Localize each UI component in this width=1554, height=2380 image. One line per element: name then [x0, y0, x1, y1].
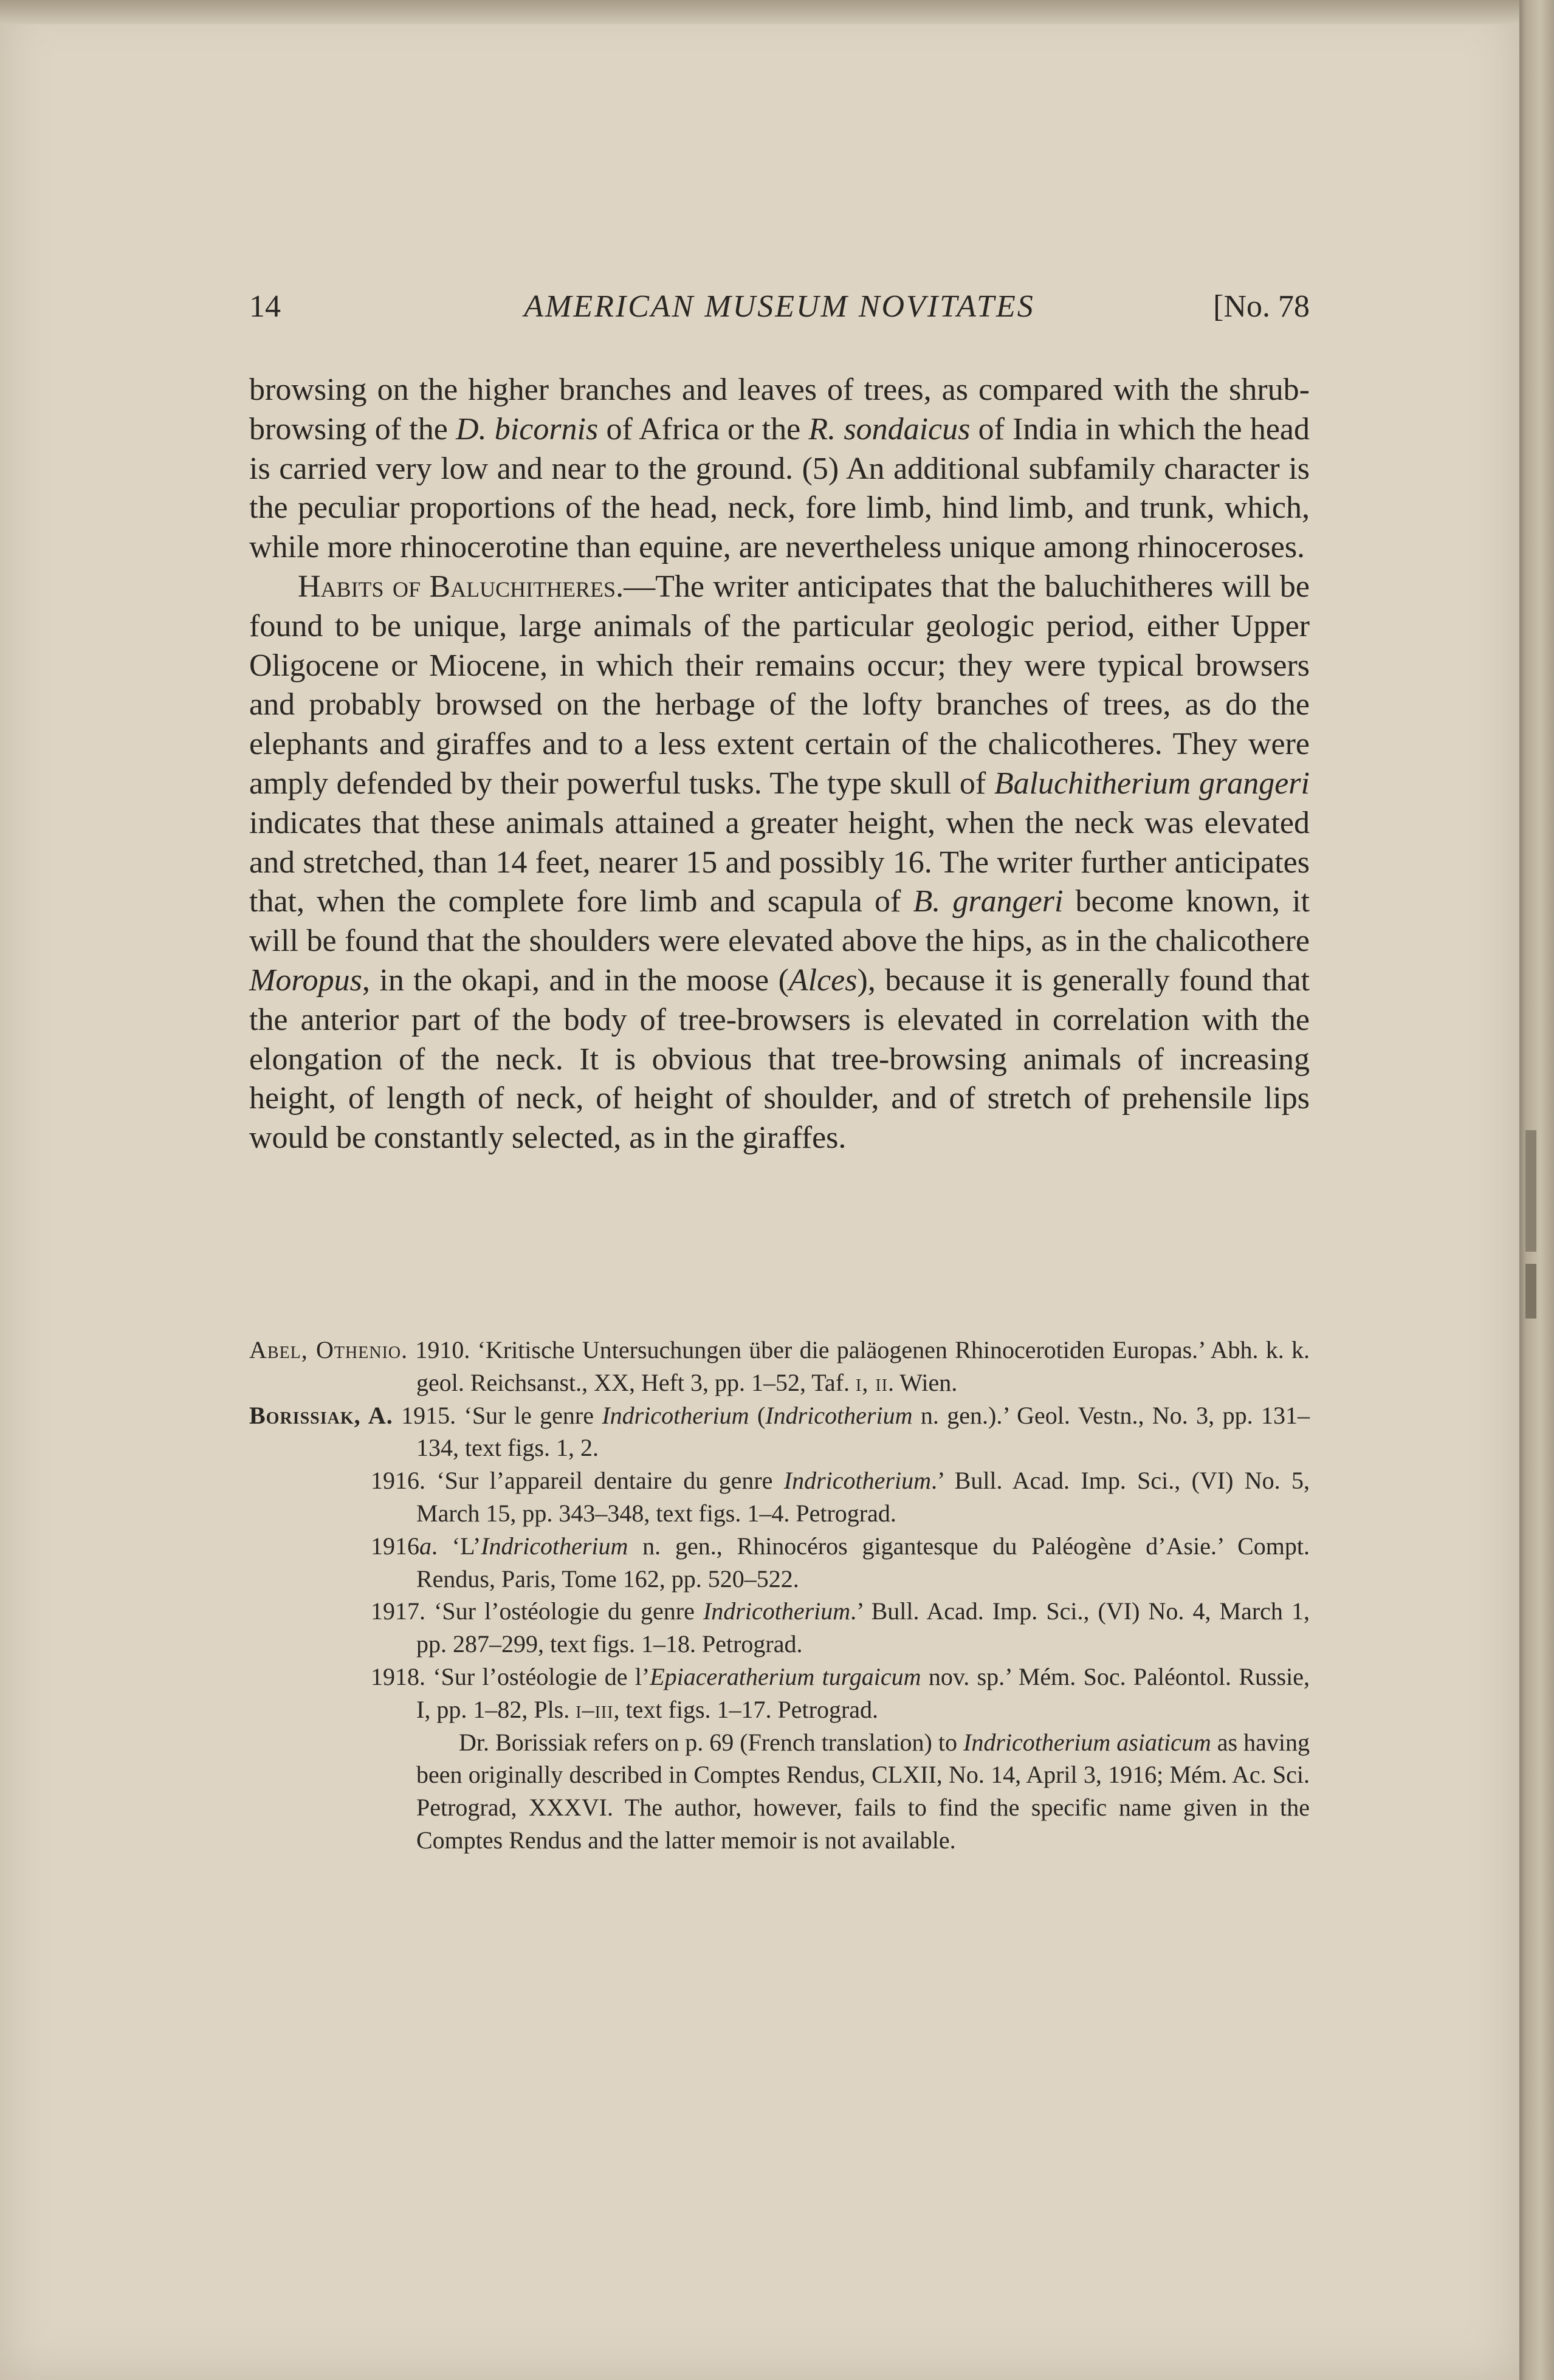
body-text	[249, 371, 1310, 1158]
reference-borissiak-1915: Borissiak, A. 1915. ‘Sur le genre Indricotherium (Indricotherium n. gen.).’ Geol. Vestn., No. 3, pp. 131–134, text figs. 1, 2.	[249, 1401, 1310, 1462]
paragraph-browsing: browsing on the higher branches and leaves of trees, as compared with the shrub-browsing of the D. bicornis of Africa or the R. sondaicus of India in which the head is carried very low and near to the ground. (5) An additional subfamily character is the peculiar proportions of the head, neck, fore limb, hind limb, and trunk, which, while more rhinocerotine than equine, are nevertheless unique among rhinoceroses.	[249, 372, 1310, 565]
reference-abel-1910: Abel, Othenio. 1910. ‘Kritische Untersuchungen über die paläogenen Rhinocerotiden Europas.’ Abh. k. k. geol. Reichsanst., XX, Heft 3, pp. 1–52, Taf. i, ii. Wien.	[249, 1336, 1310, 1396]
issue-number: [No. 78	[1213, 289, 1310, 324]
running-head	[249, 286, 1310, 328]
page-number: 14	[249, 289, 281, 324]
journal-title: AMERICAN MUSEUM NOVITATES	[524, 289, 1035, 324]
section-heading: Habits of Baluchitheres.	[298, 569, 624, 604]
reference-borissiak-1916a: 1916a. ‘L’Indricotherium n. gen., Rhinocéros gigantesque du Paléogène d’Asie.’ Compt. Rendus, Paris, Tome 162, pp. 520–522.	[371, 1532, 1310, 1593]
reference-borissiak-1918: 1918. ‘Sur l’ostéologie de l’Epiaceratherium turgaicum nov. sp.’ Mém. Soc. Paléontol. Russie, I, pp. 1–82, Pls. i–iii, text figs. 1–17. Petrograd.	[371, 1662, 1310, 1723]
binding-clip	[1525, 1130, 1536, 1252]
references-list	[249, 1334, 1310, 1857]
reference-note: Dr. Borissiak refers on p. 69 (French translation) to Indricotherium asiaticum as having been originally described in Comptes Rendus, CLXII, No. 14, April 3, 1916; Mém. Ac. Sci. Petrograd, XXXVI. The author, however, fails to find the specific name given in the Comptes Rendus and the latter memoir is not available.	[416, 1728, 1310, 1854]
page-top-edge	[0, 0, 1519, 24]
binding-clip-lower	[1525, 1264, 1536, 1319]
reference-borissiak-1916: 1916. ‘Sur l’appareil dentaire du genre Indricotherium.’ Bull. Acad. Imp. Sci., (VI) No. 5, March 15, pp. 343–348, text figs. 1–4. Petrograd.	[371, 1467, 1310, 1527]
book-spine-edge	[1519, 0, 1554, 2380]
paragraph-habits: Habits of Baluchitheres.—The writer anticipates that the baluchitheres will be found to be unique, large animals of the particular geologic period, either Upper Oligocene or Miocene, in which their remains occur; they were typical browsers and probably browsed on the herbage of the lofty branches of trees, as do the elephants and giraffes and to a less extent certain of the chalicotheres. They were amply defended by their powerful tusks. The type skull of Baluchitherium grangeri indicates that these animals attained a greater height, when the neck was elevated and stretched, than 14 feet, nearer 15 and possibly 16. The writer further anticipates that, when the complete fore limb and scapula of B. grangeri become known, it will be found that the shoulders were elevated above the hips, as in the chalicothere Moropus, in the okapi, and in the moose (Alces), because it is generally found that the anterior part of the body of tree-browsers is elevated in correlation with the elongation of the neck. It is obvious that tree-browsing animals of increasing height, of length of neck, of height of shoulder, and of stretch of prehensile lips would be constantly selected, as in the giraffes.	[249, 569, 1310, 1156]
reference-borissiak-1917: 1917. ‘Sur l’ostéologie du genre Indricotherium.’ Bull. Acad. Imp. Sci., (VI) No. 4, March 1, pp. 287–299, text figs. 1–18. Petrograd.	[371, 1597, 1310, 1658]
